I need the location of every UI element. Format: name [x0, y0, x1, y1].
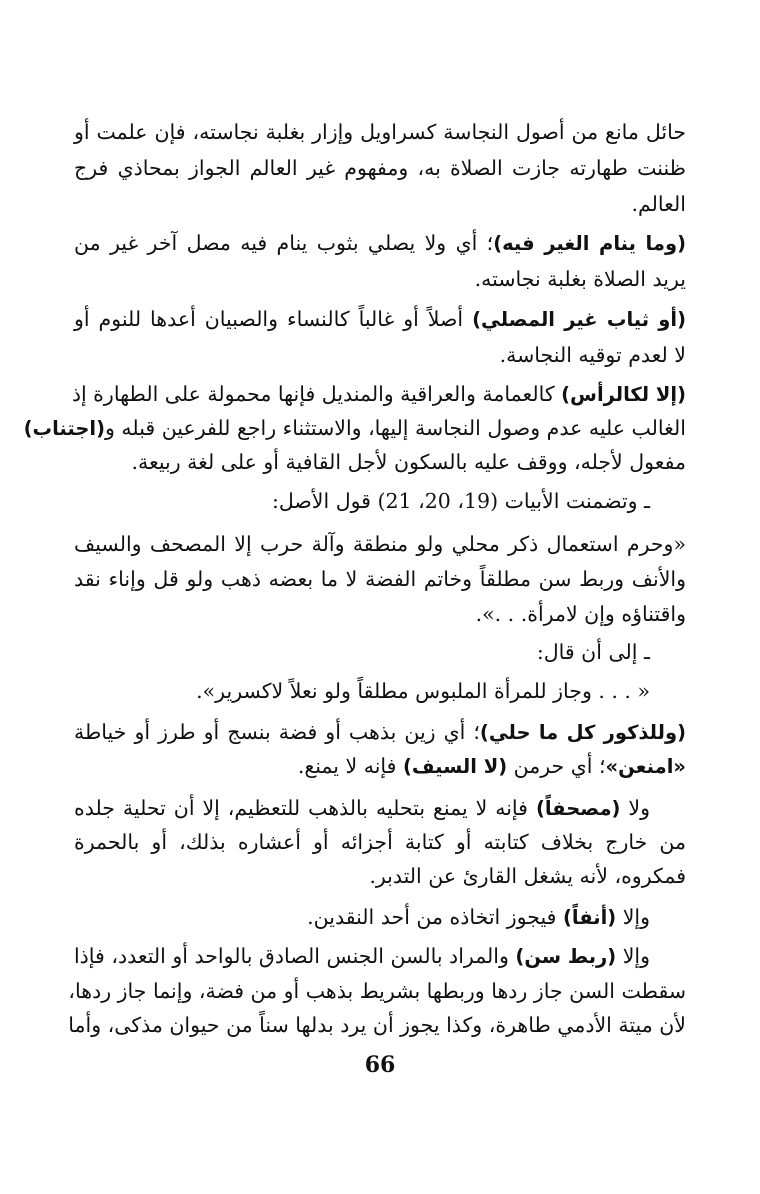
- text-line: «امنعن»؛ أي حرمن (لا السيف) فإنه لا يمنع.: [297, 754, 686, 778]
- text-line: سقطت السن جاز ردها وربطها بشريط بذهب أو من فضة، وإنما جاز ردها،: [68, 979, 686, 1003]
- text-line: حائل مانع من أصول النجاسة كسراويل وإزار بغلبة نجاسته، فإن علمت أو: [74, 120, 686, 144]
- text-line: العالم.: [631, 192, 686, 216]
- text-line: لا لعدم توقيه النجاسة.: [499, 343, 686, 367]
- text-line: لأن ميتة الأدمي طاهرة، وكذا يجوز أن يرد بدلها سناً من حيوان مذكى، وأما: [68, 1013, 686, 1037]
- text-line: (أو ثياب غير المصلي) أصلاً أو غالباً كالنساء والصبيان أعدها للنوم أو: [74, 307, 687, 331]
- text-line: الغالب عليه عدم وصول النجاسة إليها، والاستثناء راجع للفرعين قبله و(اجتناب): [23, 416, 686, 440]
- bold-term: (أو ثياب غير المصلي): [472, 308, 687, 331]
- bold-term: (وما ينام الغير فيه): [493, 232, 686, 255]
- text-line: فمكروه، لأنه يشغل القارئ عن التدبر.: [369, 864, 686, 888]
- text-line: من خارج بخلاف كتابته أو كتابة أجزائه أو أعشاره بذلك، أو بالحمرة: [74, 830, 686, 854]
- bold-term: (مصحفاً): [535, 797, 621, 820]
- bold-term: (أنفاً): [563, 906, 617, 929]
- text-line: ولا (مصحفاً) فإنه لا يمنع بتحليه بالذهب للتعظيم، إلا أن تحلية جلده: [74, 796, 651, 820]
- bold-term: (إلا لكالرأس): [561, 383, 686, 406]
- text-line: (إلا لكالرأس) كالعمامة والعراقية والمنديل فإنها محمولة على الطهارة إذ: [71, 382, 686, 406]
- bold-term: (اجتناب): [23, 417, 105, 440]
- text-line: (وللذكور كل ما حلي)؛ أي زين بذهب أو فضة بنسج أو طرز أو خياطة: [74, 720, 686, 744]
- text-line: واقتناؤه وإن لامرأة. . .».: [475, 602, 686, 626]
- bold-term: (ربط سن): [515, 945, 617, 968]
- text-line: والأنف وربط سن مطلقاً وخاتم الفضة لا ما بعضه ذهب ولو قل وإناء نقد: [74, 567, 686, 591]
- text-line: وإلا (ربط سن) والمراد بالسن الجنس الصادق بالواحد أو التعدد، فإذا: [73, 944, 650, 968]
- text-line: (وما ينام الغير فيه)؛ أي ولا يصلي بثوب ينام فيه مصل آخر غير من: [74, 231, 686, 255]
- text-line: يريد الصلاة بغلبة نجاسته.: [474, 267, 686, 291]
- text-line: ـ إلى أن قال:: [536, 640, 650, 664]
- text-line: مفعول لأجله، ووقف عليه بالسكون لأجل القافية أو على لغة ربيعة.: [131, 450, 686, 474]
- text-line: «وحرم استعمال ذكر محلي ولو منطقة وآلة حرب إلا المصحف والسيف: [74, 532, 686, 556]
- text-line: ظننت طهارته جازت الصلاة به، ومفهوم غير العالم الجواز بمحاذي فرج: [74, 156, 686, 180]
- bold-term: «امنعن»: [605, 755, 686, 778]
- bold-term: (لا السيف): [402, 755, 508, 778]
- text-line: وإلا (أنفاً) فيجوز اتخاذه من أحد النقدين.: [307, 905, 650, 929]
- page-number: 66: [364, 1052, 396, 1078]
- text-line: ـ وتضمنت الأبيات (19، 20، 21) قول الأصل:: [271, 489, 650, 513]
- text-line: « . . . وجاز للمرأة الملبوس مطلقاً ولو نعلاً لاكسرير».: [196, 679, 650, 703]
- bold-term: (وللذكور كل ما حلي): [479, 721, 686, 744]
